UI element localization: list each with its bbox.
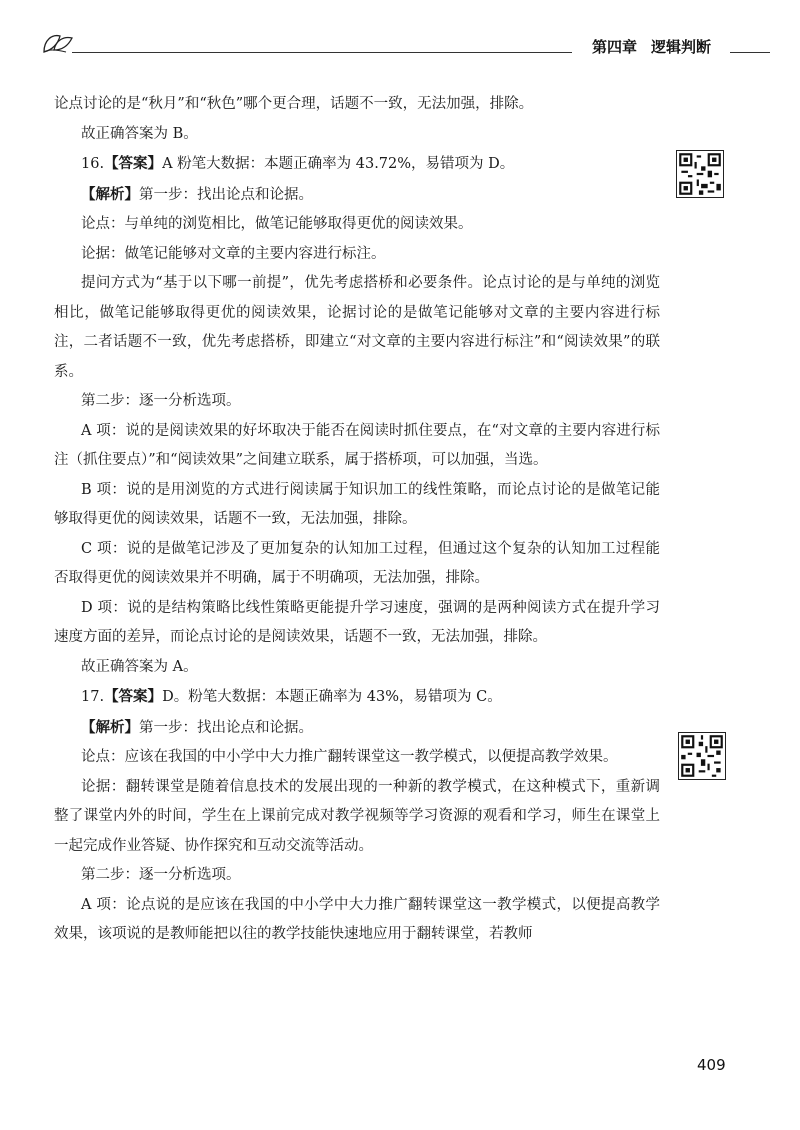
header-rule-left — [72, 52, 572, 53]
option-analysis: A 项：论点说的是应该在我国的中小学中大力推广翻转课堂这一教学模式，以便提高教学效果，该项说的是教师能把以往的教学技能快速地应用于翻转课堂，若教师 — [54, 896, 660, 942]
qr-code-icon[interactable] — [676, 150, 724, 198]
paragraph: 第二步：逐一分析选项。 — [81, 867, 241, 883]
analysis-label: 【解析】 — [81, 718, 139, 736]
question-17-answer — [54, 682, 660, 713]
paragraph: 论点：应该在我国的中小学中大力推广翻转课堂这一教学模式，以便提高教学效果。 — [81, 749, 618, 765]
analysis-label: 【解析】 — [81, 185, 139, 203]
header-title — [592, 36, 711, 57]
paragraph: 第二步：逐一分析选项。 — [81, 393, 241, 409]
question-16-answer — [54, 149, 660, 180]
chapter-label: 第四章 — [592, 38, 638, 56]
question-number: 16. — [81, 156, 105, 172]
paragraph: 提问方式为“基于以下哪一前提”，优先考虑搭桥和必要条件。论点讨论的是与单纯的浏览相比，做笔记能够取得更优的阅读效果，论据讨论的是做笔记能够对文章的主要内容进行标注，二者话题不一致，优先考虑搭桥，即建立“对文章的主要内容进行标注”和“阅读效果”的联系。 — [54, 275, 660, 380]
option-analysis: B 项：说的是用浏览的方式进行阅读属于知识加工的线性策略，而论点讨论的是做笔记能够取得更优的阅读效果，话题不一致，无法加强，排除。 — [54, 481, 660, 527]
answer-text: A 粉笔大数据：本题正确率为 43.72%，易错项为 D。 — [162, 156, 515, 172]
answer-label: 【答案】 — [104, 688, 163, 705]
option-analysis: C 项：说的是做笔记涉及了更加复杂的认知加工过程，但通过这个复杂的认知加工过程能否取得更优的阅读效果并不明确，属于不明确项，无法加强，排除。 — [54, 540, 660, 586]
step-text: 第一步：找出论点和论据。 — [139, 719, 313, 736]
paragraph: 论据：做笔记能够对文章的主要内容进行标注。 — [81, 245, 386, 262]
answer-text: D。粉笔大数据：本题正确率为 43%，易错项为 C。 — [162, 689, 502, 705]
option-analysis: D 项：说的是结构策略比线性策略更能提升学习速度，强调的是两种阅读方式在提升学习速度方面的差异，而论点讨论的是阅读效果，话题不一致，无法加强，排除。 — [54, 599, 660, 645]
conclusion-line: 故正确答案为 B。 — [81, 125, 198, 142]
conclusion-line: 故正确答案为 A。 — [81, 658, 198, 675]
analysis-line — [54, 180, 660, 211]
analysis-line — [54, 713, 660, 744]
step-text: 第一步：找出论点和论据。 — [139, 186, 313, 203]
section-label: 逻辑判断 — [651, 38, 712, 56]
page-number: 409 — [697, 1056, 726, 1074]
paragraph: 论点：与单纯的浏览相比，做笔记能够取得更优的阅读效果。 — [81, 216, 473, 232]
paragraph: 论点讨论的是“秋月”和“秋色”哪个更合理，话题不一致，无法加强，排除。 — [54, 96, 534, 112]
header-rule-right — [730, 52, 770, 53]
answer-label: 【答案】 — [104, 155, 163, 172]
qr-code-icon[interactable] — [678, 732, 726, 780]
page-header — [0, 0, 800, 70]
paragraph: 论据：翻转课堂是随着信息技术的发展出现的一种新的教学模式，在这种模式下，重新调整了课堂内外的时间，学生在上课前完成对教学视频等学习资源的观看和学习，师生在课堂上一起完成作业答疑、协作探究和互动交流等活动。 — [54, 778, 660, 854]
leaf-icon — [40, 30, 76, 56]
question-number: 17. — [81, 689, 105, 705]
option-analysis: A 项：说的是阅读效果的好坏取决于能否在阅读时抓住要点，在“对文章的主要内容进行标注（抓住要点）”和“阅读效果”之间建立联系，属于搭桥项，可以加强，当选。 — [54, 422, 660, 468]
page-content — [54, 90, 660, 950]
